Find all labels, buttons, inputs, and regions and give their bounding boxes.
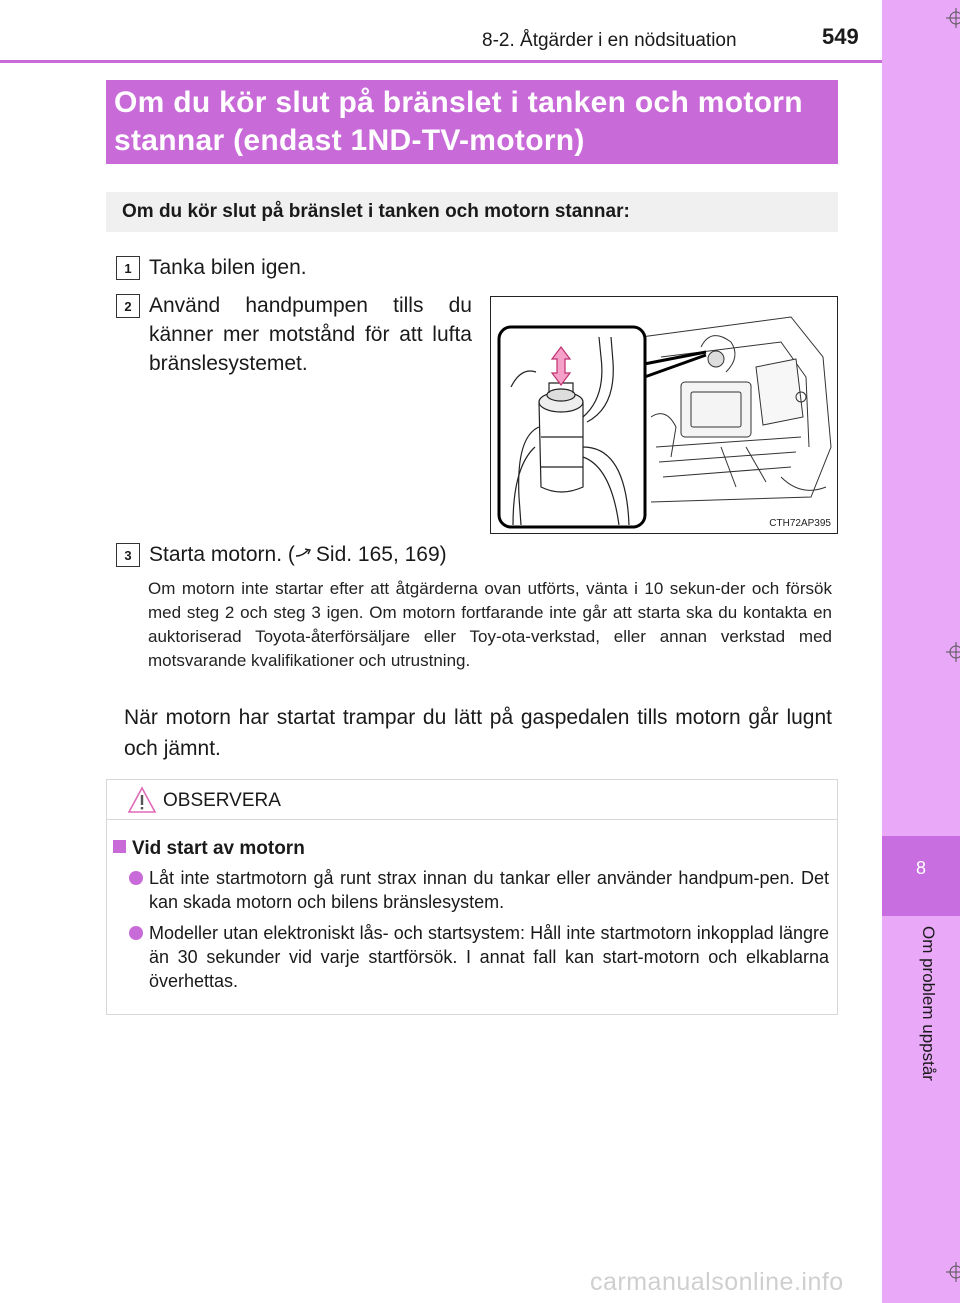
caution-subheading-text: Vid start av motorn xyxy=(132,838,305,859)
subtitle-text: Om du kör slut på bränslet i tanken och motorn stannar: xyxy=(122,201,630,222)
figure-caption: CTH72AP395 xyxy=(769,518,831,529)
page-number: 549 xyxy=(822,24,859,49)
crop-mark-icon xyxy=(946,642,960,662)
step-badge-1: 1 xyxy=(116,256,140,280)
step-text-3 xyxy=(149,540,549,569)
chapter-number: 8 xyxy=(915,858,926,878)
body-paragraph: När motorn har startat trampar du lätt på gaspedalen tills motorn går lugnt och jämnt. xyxy=(124,706,832,760)
engine-figure xyxy=(490,296,838,534)
caution-bullet-text: Låt inte startmotorn gå runt strax innan du tankar eller använder handpum-pen. Det kan skada motorn och bilens bränslesystem. xyxy=(149,868,829,912)
title-line-2: stannar (endast 1ND-TV-motorn) xyxy=(114,124,585,157)
circle-bullet-icon xyxy=(129,871,143,885)
caution-box xyxy=(106,779,838,1015)
section-title-box xyxy=(106,80,838,164)
crop-mark-icon xyxy=(946,8,960,28)
chapter-side-tab xyxy=(882,0,960,1303)
square-bullet-icon xyxy=(113,840,126,853)
fuel-pump-illustration xyxy=(491,297,837,533)
caution-bullet-text: Modeller utan elektroniskt lås- och startsystem: Håll inte startmotorn inkopplad längre än 30 sekunder vid varje startförsök. I annat fall kan start-motorn och elkablarna överhettas. xyxy=(149,923,829,991)
note-text: Om motorn inte startar efter att åtgärderna ovan utförts, vänta i 10 sekun-der och försök med steg 2 och steg 3 igen. Om motorn fortfarande inte går att starta ska du kontakta en auktoriserad Toyota-återförsäljare eller Toy-ota-verkstad, eller annan verkstad med motsvarande kvalifikationer och utrustning. xyxy=(148,579,832,670)
page-header xyxy=(0,0,882,64)
header-rule xyxy=(0,60,882,63)
title-line-1: Om du kör slut på bränslet i tanken och motorn xyxy=(114,86,803,119)
step-text-2: Använd handpumpen tills du känner mer motstånd för att lufta bränslesystemet. xyxy=(149,294,472,375)
warning-triangle-icon xyxy=(127,786,157,814)
caution-header xyxy=(107,780,837,820)
crop-mark-icon xyxy=(946,1262,960,1282)
watermark: carmanualsonline.info xyxy=(590,1268,844,1296)
chapter-label: Om problem uppstår xyxy=(919,926,938,1081)
step-3-text-before: Starta motorn. ( xyxy=(149,543,295,566)
circle-bullet-icon xyxy=(129,926,143,940)
step-text-1: Tanka bilen igen. xyxy=(149,256,307,279)
step-badge-3: 3 xyxy=(116,543,140,567)
section-title: 8-2. Åtgärder i en nödsituation xyxy=(482,30,737,51)
step-badge-2: 2 xyxy=(116,294,140,318)
page-reference-link[interactable]: Sid. 165, 169 xyxy=(315,543,440,566)
step-3-text-after: ) xyxy=(439,543,447,566)
caution-title: OBSERVERA xyxy=(163,790,281,811)
caution-subheading xyxy=(113,838,305,860)
arrow-right-icon xyxy=(295,547,315,559)
subtitle-box xyxy=(106,192,838,232)
